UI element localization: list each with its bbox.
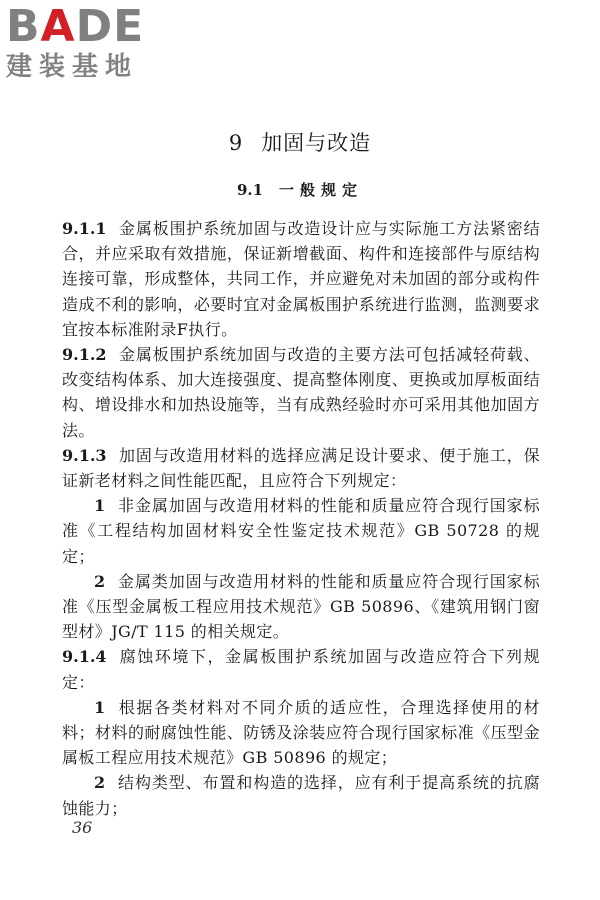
section-title-text: 一般规定 — [279, 181, 364, 199]
page-number: 36 — [72, 818, 93, 837]
clause-number: 9.1.4 — [62, 647, 107, 667]
clause-number: 9.1.3 — [62, 445, 107, 465]
item-number: 2 — [94, 773, 106, 793]
item-text: 非金属加固与改造用材料的性能和质量应符合现行国家标准《工程结构加固材料安全性鉴定技术规范》GB 50728 的规定； — [62, 496, 540, 566]
clause-9-1-1 — [62, 216, 540, 342]
clause-9-1-3-item-1 — [62, 493, 540, 569]
item-number: 1 — [94, 697, 106, 717]
logo-wordmark: BADE — [6, 1, 145, 52]
clause-9-1-4-item-2 — [62, 770, 540, 820]
chapter-title — [0, 128, 600, 158]
clause-body — [62, 216, 540, 821]
item-text: 结构类型、布置和构造的选择，应有利于提高系统的抗腐蚀能力； — [62, 773, 540, 818]
chapter-number: 9 — [228, 131, 244, 155]
clause-number: 9.1.1 — [62, 219, 107, 238]
item-text: 根据各类材料对不同介质的适应性，合理选择使用的材料；材料的耐腐蚀性能、防锈及涂装应符合现行国家标准《压型金属板工程应用技术规范》GB 50896 的规定； — [62, 697, 540, 768]
item-number: 2 — [94, 571, 106, 591]
item-text: 金属类加固与改造用材料的性能和质量应符合现行国家标准《压型金属板工程应用技术规范》GB 50896、《建筑用钢门窗型材》JG/T 115 的相关规定。 — [62, 571, 540, 642]
clause-number: 9.1.2 — [62, 345, 107, 365]
clause-9-1-2 — [62, 342, 540, 443]
clause-9-1-3 — [62, 443, 540, 493]
item-number: 1 — [94, 496, 106, 516]
section-title — [0, 178, 600, 202]
chapter-title-text: 加固与改造 — [261, 131, 372, 155]
clause-text: 腐蚀环境下，金属板围护系统加固与改造应符合下列规定： — [62, 647, 540, 692]
logo — [6, 1, 176, 82]
section-number: 9.1 — [236, 181, 264, 199]
clause-9-1-4-item-1 — [62, 695, 540, 771]
logo-subtitle: 建装基地 — [6, 52, 139, 82]
clause-text: 加固与改造用材料的选择应满足设计要求、便于施工，保证新老材料之间性能匹配，且应符合下列规定： — [62, 445, 540, 491]
clause-text: 金属板围护系统加固与改造设计应与实际施工方法紧密结合，并应采取有效措施，保证新增截面、构件和连接部件与原结构连接可靠，形成整体，共同工作，并应避免对未加固的部分或构件造成不利的影响，必要时宜对金属板围护系统进行监测，监测要求宜按本标准附录F执行。 — [62, 219, 540, 339]
clause-text: 金属板围护系统加固与改造的主要方法可包括减轻荷载、改变结构体系、加大连接强度、提高整体刚度、更换或加厚板面结构、增设排水和加热设施等，当有成熟经验时亦可采用其他加固方法。 — [62, 345, 540, 440]
clause-9-1-4 — [62, 644, 540, 694]
clause-9-1-3-item-2 — [62, 569, 540, 645]
